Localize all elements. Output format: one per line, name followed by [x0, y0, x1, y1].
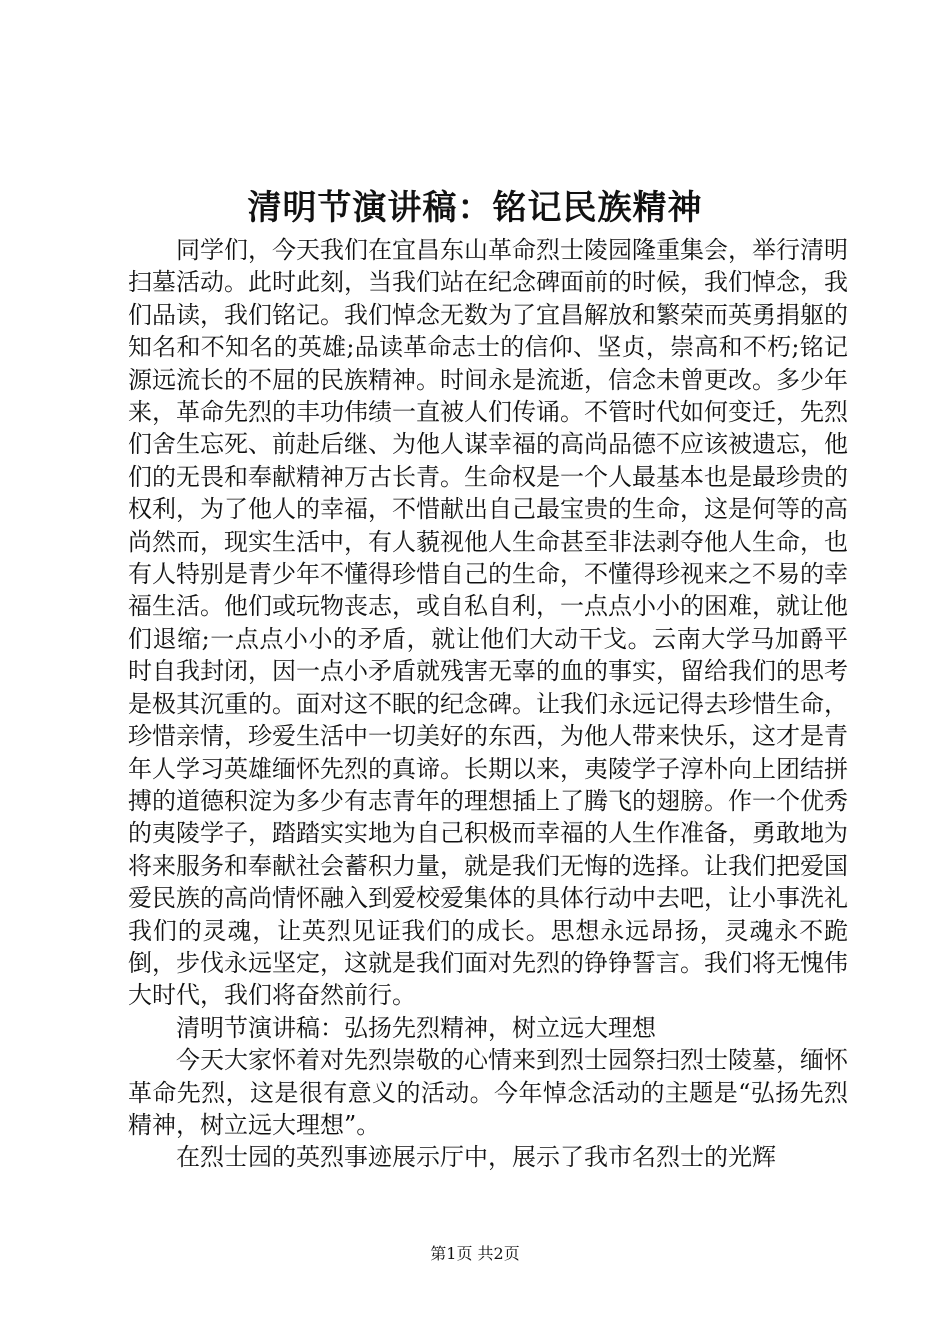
paragraph: 今天大家怀着对先烈崇敬的心情来到烈士园祭扫烈士陵墓，缅怀革命先烈，这是很有意义的活动。今年悼念活动的主题是“弘扬先烈精神，树立远大理想”。	[128, 1046, 848, 1139]
paragraph: 同学们，今天我们在宜昌东山革命烈士陵园隆重集会，举行清明扫墓活动。此时此刻，当我们站在纪念碑面前的时候，我们悼念，我们品读，我们铭记。我们悼念无数为了宜昌解放和繁荣而英勇捐躯的知名和不知名的英雄;品读革命志士的信仰、坚贞，崇高和不朽;铭记源远流长的不屈的民族精神。时间永是流逝，信念未曾更改。多少年来，革命先烈的丰功伟绩一直被人们传诵。不管时代如何变迁，先烈们舍生忘死、前赴后继、为他人谋幸福的高尚品德不应该被遗忘，他们的无畏和奉献精神万古长青。生命权是一个人最基本也是最珍贵的权利，为了他人的幸福，不惜献出自己最宝贵的生命，这是何等的高尚然而，现实生活中，有人藐视他人生命甚至非法剥夺他人生命，也有人特别是青少年不懂得珍惜自己的生命，不懂得珍视来之不易的幸福生活。他们或玩物丧志，或自私自利，一点点小小的困难，就让他们退缩;一点点小小的矛盾，就让他们大动干戈。云南大学马加爵平时自我封闭，因一点小矛盾就残害无辜的血的事实，留给我们的思考是极其沉重的。面对这不眠的纪念碑。让我们永远记得去珍惜生命，珍惜亲情，珍爱生活中一切美好的东西，为他人带来快乐，这才是青年人学习英雄缅怀先烈的真谛。长期以来，夷陵学子淳朴向上团结拼搏的道德积淀为多少有志青年的理想插上了腾飞的翅膀。作一个优秀的夷陵学子，踏踏实实地为自己积极而幸福的人生作准备，勇敢地为将来服务和奉献社会蓄积力量，就是我们无悔的选择。让我们把爱国爱民族的高尚情怀融入到爱校爱集体的具体行动中去吧，让小事洗礼我们的灵魂，让英烈见证我们的成长。思想永远昂扬，灵魂永不跪倒，步伐永远坚定，这就是我们面对先烈的铮铮誓言。我们将无愧伟大时代，我们将奋然前行。	[128, 236, 848, 1010]
paragraph: 在烈士园的英烈事迹展示厅中，展示了我市名烈士的光辉	[176, 1143, 776, 1172]
section-heading: 清明节演讲稿：弘扬先烈精神，树立远大理想	[176, 1013, 656, 1042]
document-title: 清明节演讲稿：铭记民族精神	[247, 188, 703, 228]
page-footer: 第1页 共2页	[430, 1244, 520, 1263]
document-body	[128, 234, 848, 1174]
